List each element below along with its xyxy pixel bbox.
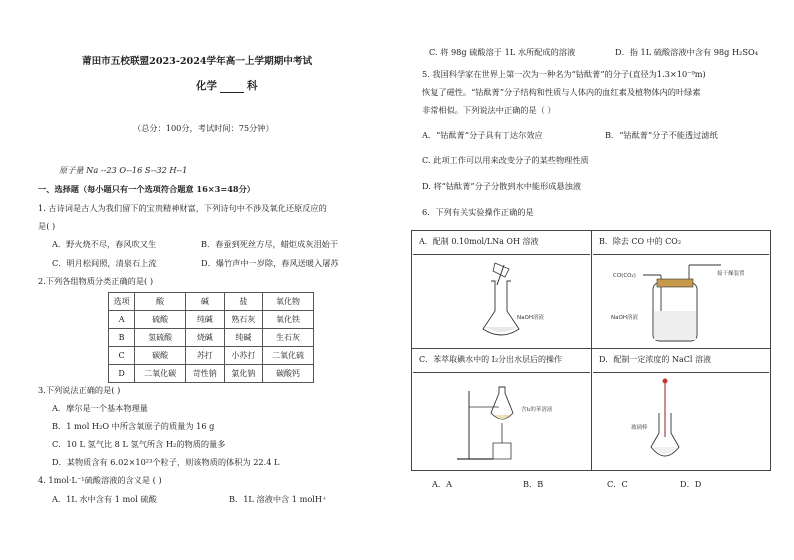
table-header: 选项 [109,293,135,311]
q2-stem: 2.下列各组物质分类正确的是( ) [38,276,154,286]
experiment-caption-c: C．苯萃取碘水中的 I₂分出水层后的操作 [413,350,590,373]
experiment-caption-a: A．配制 0.10mol/LNa OH 溶液 [413,232,590,255]
experiment-caption-b: B．除去 CO 中的 CO₂ [593,232,769,255]
experiment-cell-b [592,231,771,349]
q3-option-c: C．10 L 氢气比 8 L 氢气所含 H₂的物质的量多 [52,439,226,449]
q4-stem: 4. 1mol·L⁻¹硫酸溶液的含义是 ( ) [38,475,162,485]
exam-total: （总分：100分，考试时间：75分钟） [133,123,274,133]
q6-experiment-grid [411,230,771,471]
table-header: 盐 [224,293,263,311]
table-header: 碱 [186,293,225,311]
q6-answer-a: A．A [432,479,453,489]
q3-stem: 3.下列说法正确的是( ) [38,385,121,395]
experiment-cell-c [412,349,592,471]
table-cell: 碳酸钙 [263,365,314,383]
q6-answer-d: D．D [680,479,702,489]
table-cell: 二氧化碳 [135,365,186,383]
q5-option-d: D. 将“钴酞菁”分子分散到水中能形成悬浊液 [422,181,582,191]
atomic-mass: 原子量 Na --23 O--16 S--32 H--1 [59,165,188,175]
table-row [109,311,314,329]
gas-wash-bottle-illustration [593,255,769,347]
q5-stem-line3: 非常相似。下列说法中正确的是（ ） [422,105,556,115]
q4-option-a: A．1L 水中含有 1 mol 硫酸 [52,494,157,504]
table-cell: 氯化钠 [224,365,263,383]
table-cell: 生石灰 [263,329,314,347]
label-dry: 接干燥装置 [717,271,745,277]
q5-option-b: B．“钴酞菁”分子不能透过滤纸 [605,130,718,140]
table-cell: 纯碱 [224,329,263,347]
subject-name: 化学 [196,80,217,92]
table-cell: 纯碱 [186,311,225,329]
q4-option-c: C. 将 98g 硫酸溶于 1L 水所配成的溶液 [429,47,576,57]
q6-answer-c: C．C [607,479,628,489]
section-heading: 一、选择题（每小题只有一个选项符合题意 16×3=48分） [38,184,255,194]
experiment-caption-d: D．配制一定浓度的 NaCl 溶液 [593,350,769,373]
q1-option-d: D．爆竹声中一岁除，春风送暖入屠苏 [201,258,339,268]
label-glass-rod: 玻璃棒 [631,425,648,431]
q6-stem: 6．下列有关实验操作正确的是 [422,207,534,217]
table-cell: 小苏打 [224,347,263,365]
q5-option-c: C. 此项工作可以用来改变分子的某些物理性质 [422,155,589,165]
table-cell: 熟石灰 [224,311,263,329]
table-cell: 碳酸 [135,347,186,365]
q5-option-a: A．“钴酞菁”分子具有丁达尔效应 [422,130,543,140]
q5-stem-line1: 5. 我国科学家在世界上第一次为一种名为“钴酞菁”的分子(直径为1.3×10⁻⁹m) [422,69,706,79]
table-cell: 氢硫酸 [135,329,186,347]
table-row [109,329,314,347]
volumetric-flask-illustration [593,373,769,469]
q6-answer-b: B．B [523,479,544,489]
exam-title: 莆田市五校联盟2023-2024学年高一上学期期中考试 [82,56,313,67]
table-cell: 氧化铁 [263,311,314,329]
q3-option-b: B．1 mol H₂O 中所含氧原子的质量为 16 g [52,421,215,431]
q5-stem-line2: 恢复了磁性。“钴酞菁”分子结构和性质与人体内的血红素及植物体内的叶绿素 [422,87,701,97]
table-cell: A [109,311,135,329]
label-naoh-b: NaOH溶液 [611,315,638,321]
label-co-co2: CO(CO₂) [613,273,636,279]
table-cell: 二氧化硫 [263,347,314,365]
table-header: 酸 [135,293,186,311]
table-cell: C [109,347,135,365]
table-header-row [109,293,314,311]
right-column [397,0,794,560]
q1-option-b: B．春蚕到死丝方尽，蜡炬成灰泪始干 [201,239,339,249]
table-cell: 烧碱 [186,329,225,347]
table-cell: D [109,365,135,383]
subject-suffix: 科 [247,80,258,92]
table-cell: B [109,329,135,347]
subject-blank [220,83,244,93]
q1-stem-line2: 是( ) [38,221,56,231]
table-cell: 硫酸 [135,311,186,329]
q4-option-b: B．1L 溶液中含 1 molH⁺ [229,494,327,504]
q1-option-c: C．明月松间照，清泉石上流 [52,258,157,268]
table-cell: 苛性钠 [186,365,225,383]
q1-option-a: A．野火烧不尽，春风吹又生 [52,239,157,249]
label-naoh-a: NaOH溶液 [517,315,544,321]
subject-line [196,80,258,93]
separatory-funnel-illustration [413,373,590,469]
table-row [109,347,314,365]
table-cell: 苏打 [186,347,225,365]
experiment-cell-a [412,231,592,349]
experiment-cell-d [592,349,771,471]
q1-stem-line1: 1. 古诗词是古人为我们留下的宝贵精神财富，下列诗句中不涉及氧化还原反应的 [38,203,327,213]
label-i2-benzene: 含I₂的苯溶液 [521,407,553,413]
q4-option-d: D．指 1L 硫酸溶液中含有 98g H₂SO₄ [615,47,758,57]
q3-option-d: D．某物质含有 6.02×10²³个粒子，则该物质的体积为 22.4 L [52,457,280,467]
dissolve-flask-illustration [413,255,590,347]
table-row [109,365,314,383]
q2-table [108,292,314,383]
table-header: 氧化物 [263,293,314,311]
q3-option-a: A．摩尔是一个基本物理量 [52,403,148,413]
